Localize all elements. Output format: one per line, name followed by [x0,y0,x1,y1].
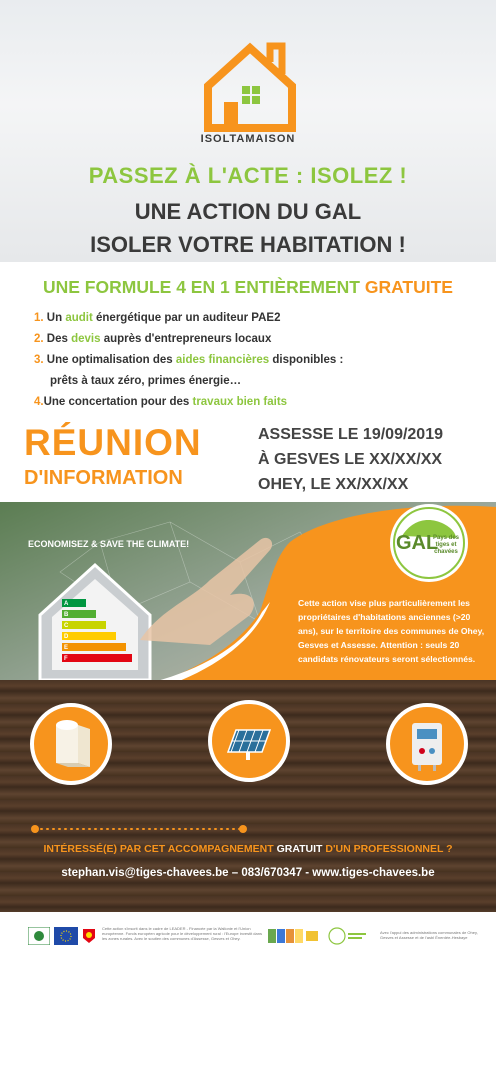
list-text: Un [46,312,66,324]
list-text: disponibles : [269,354,344,366]
list-text: auprès d'entrepreneurs locaux [100,333,272,345]
meeting-date: OHEY, LE XX/XX/XX [258,476,409,493]
gal-small-logo-icon [328,927,368,945]
leader-logo-icon [28,927,50,945]
list-highlight: audit [65,312,93,324]
list-highlight: devis [71,333,101,345]
gal-main-text: GAL [396,532,439,554]
meeting-dates [258,422,443,497]
formula-title [0,277,496,298]
energy-label: A [64,601,69,607]
list-number: 3. [34,354,44,366]
meeting-date: ASSESSE LE 19/09/2019 [258,426,443,443]
solar-panel-icon [208,700,290,782]
list-highlight: aides financières [175,354,270,366]
list-number: 4. [34,396,44,408]
meeting-subtitle: D'INFORMATION [24,467,183,489]
gal-logo [388,502,470,584]
list-item [34,329,484,350]
headline-dark-2: ISOLER VOTRE HABITATION ! [90,232,406,257]
partner-logo-icon [268,927,318,945]
wallonie-logo-icon [81,927,97,945]
contact-line[interactable]: stephan.vis@tiges-chavees.be – 083/670347 - www.tiges-chavees.be [61,867,435,879]
list-item [34,308,484,329]
list-item-continuation: prêts à taux zéro, primes énergie… [50,375,242,387]
hand-icon [130,520,280,650]
energy-labels [64,599,68,665]
eu-flag-icon [54,927,78,945]
formula-text: UNE FORMULE 4 EN 1 ENTIÈREMENT [43,277,365,297]
footer-text-left: Cette action s'inscrit dans le cadre de LEADER - Financée par la Wallonie et l'Union européenne. Fonds européen agricole pour le développement rural : l'Europe investit dans les zones rurales. Avec le soutien des communes d'Assesse, Gesves et Ohey. [102,926,262,941]
insulation-roll-icon [30,703,112,785]
list-item [34,350,484,371]
list-text: Une concertation pour des [43,396,193,408]
energy-label: D [64,634,69,640]
cta-question [0,843,496,855]
brand-name: ISOLTAMAISON [200,133,296,145]
meeting-date: À GESVES LE XX/XX/XX [258,451,443,468]
dotted-divider [30,824,248,834]
list-number: 1. [34,312,44,324]
list-text: énergétique par un auditeur PAE2 [92,312,281,324]
gal-sub-text: Pays des tiges et chavées [432,535,460,555]
list-number: 2. [34,333,44,345]
boiler-icon [386,703,468,785]
house-logo-icon [200,40,300,132]
energy-label: C [64,623,69,629]
cta-question-post: D'UN PROFESSIONNEL ? [322,843,453,855]
footer-text-right: Avec l'appui des administrations communales de Ohey, Gesves et Assesse et de l'asbl Énerdée-Hesbaye [380,930,478,940]
formula-highlight: GRATUITE [364,277,453,297]
headline-dark-1: UNE ACTION DU GAL [134,199,362,224]
list-text: Une optimalisation des [46,354,176,366]
list-item [34,392,484,413]
cta-question-em: GRATUIT [276,843,323,855]
energy-label: F [64,656,68,662]
headline-green: PASSEZ À L'ACTE : ISOLEZ ! [88,163,408,188]
energy-label: B [64,612,69,618]
list-highlight: travaux bien faits [192,396,288,408]
cta-question-pre: INTÉRESSÉ(E) PAR CET ACCOMPAGNEMENT [43,843,277,855]
slogan: ECONOMISEZ & SAVE THE CLIMATE! [28,539,190,549]
benefits-list [34,308,484,413]
list-text: Des [46,333,72,345]
meeting-title: RÉUNION [24,422,202,463]
target-info: Cette action vise plus particulièrement les propriétaires d'habitations anciennes (>20 ans), sur le territoire des communes de Ohey, Gesves et Assesse. Attention : seuls 20 candidats rénovateurs seront sélectionnés. [298,598,485,664]
energy-label: E [64,645,69,651]
